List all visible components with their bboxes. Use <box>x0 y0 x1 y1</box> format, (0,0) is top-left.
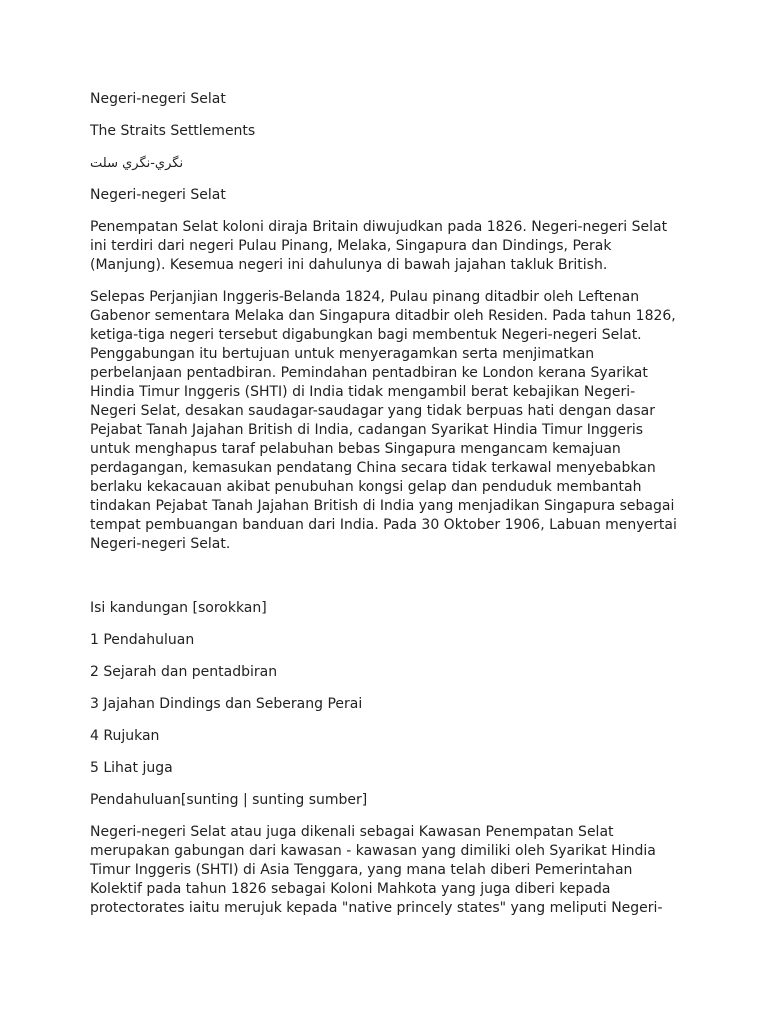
intro-paragraph: Penempatan Selat koloni diraja Britain diwujudkan pada 1826. Negeri-negeri Selat ini terdiri dari negeri Pulau Pinang, Melaka, Singapura dan Dindings, Perak (Manjung). Kesemua negeri ini dahulunya di bawah jajahan takluk British. <box>90 219 668 273</box>
section-heading: Pendahuluan[sunting | sunting sumber] <box>90 792 368 808</box>
section-paragraph: Negeri-negeri Selat atau juga dikenali sebagai Kawasan Penempatan Selat merupakan gabungan dari kawasan - kawasan yang dimiliki oleh Syarikat Hindia Timur Inggeris (SHTI) di Asia Tenggara, yang mana telah diberi Pemerintahan Kolektif pada tahun 1826 sebagai Koloni Mahkota yang juga diberi kepada protectorates iaitu merujuk kepada "native princely states" yang meliputi Negeri- <box>90 824 663 916</box>
article-heading: Negeri-negeri Selat <box>90 187 226 203</box>
jawi-title: ﻧﮕﺮﻱ-ﻧﮕﺮﻱ ﺳﻠﺖ <box>90 156 184 171</box>
spacer <box>90 567 680 599</box>
history-paragraph: Selepas Perjanjian Inggeris-Belanda 1824, Pulau pinang ditadbir oleh Leftenan Gabenor sementara Melaka dan Singapura ditadbir oleh Residen. Pada tahun 1826, ketiga-tiga negeri tersebut digabungkan bagi membentuk Negeri-negeri Selat. Penggabungan itu bertujuan untuk menyeragamkan serta menjimatkan perbelanjaan pentadbiran. Pemindahan pentadbiran ke London kerana Syarikat Hindia Timur Inggeris (SHTI) di India tidak mengambil berat kebajikan Negeri-Negeri Selat, desakan saudagar-saudagar yang tidak berpuas hati dengan dasar Pejabat Tanah Jajahan British di India, cadangan Syarikat Hindia Timur Inggeris untuk menghapus taraf pelabuhan bebas Singapura mengancam kemajuan perdagangan, kemasukan pendatang China secara tidak terkawal menyebabkan berlaku kekacauan akibat penubuhan kongsi gelap dan penduduk membantah tindakan Pejabat Tanah Jajahan British di India yang menjadikan Singapura sebagai tempat pembuangan banduan dari India. Pada 30 Oktober 1906, Labuan menyertai Negeri-negeri Selat. <box>90 289 677 552</box>
toc-item-5: 5 Lihat juga <box>90 760 173 776</box>
document-page <box>90 90 680 931</box>
english-title: The Straits Settlements <box>90 123 256 139</box>
document-title: Negeri-negeri Selat <box>90 91 226 107</box>
toc-item-3: 3 Jajahan Dindings dan Seberang Perai <box>90 696 363 712</box>
toc-item-1: 1 Pendahuluan <box>90 632 195 648</box>
toc-item-4: 4 Rujukan <box>90 728 160 744</box>
toc-item-2: 2 Sejarah dan pentadbiran <box>90 664 278 680</box>
toc-header: Isi kandungan [sorokkan] <box>90 600 267 616</box>
